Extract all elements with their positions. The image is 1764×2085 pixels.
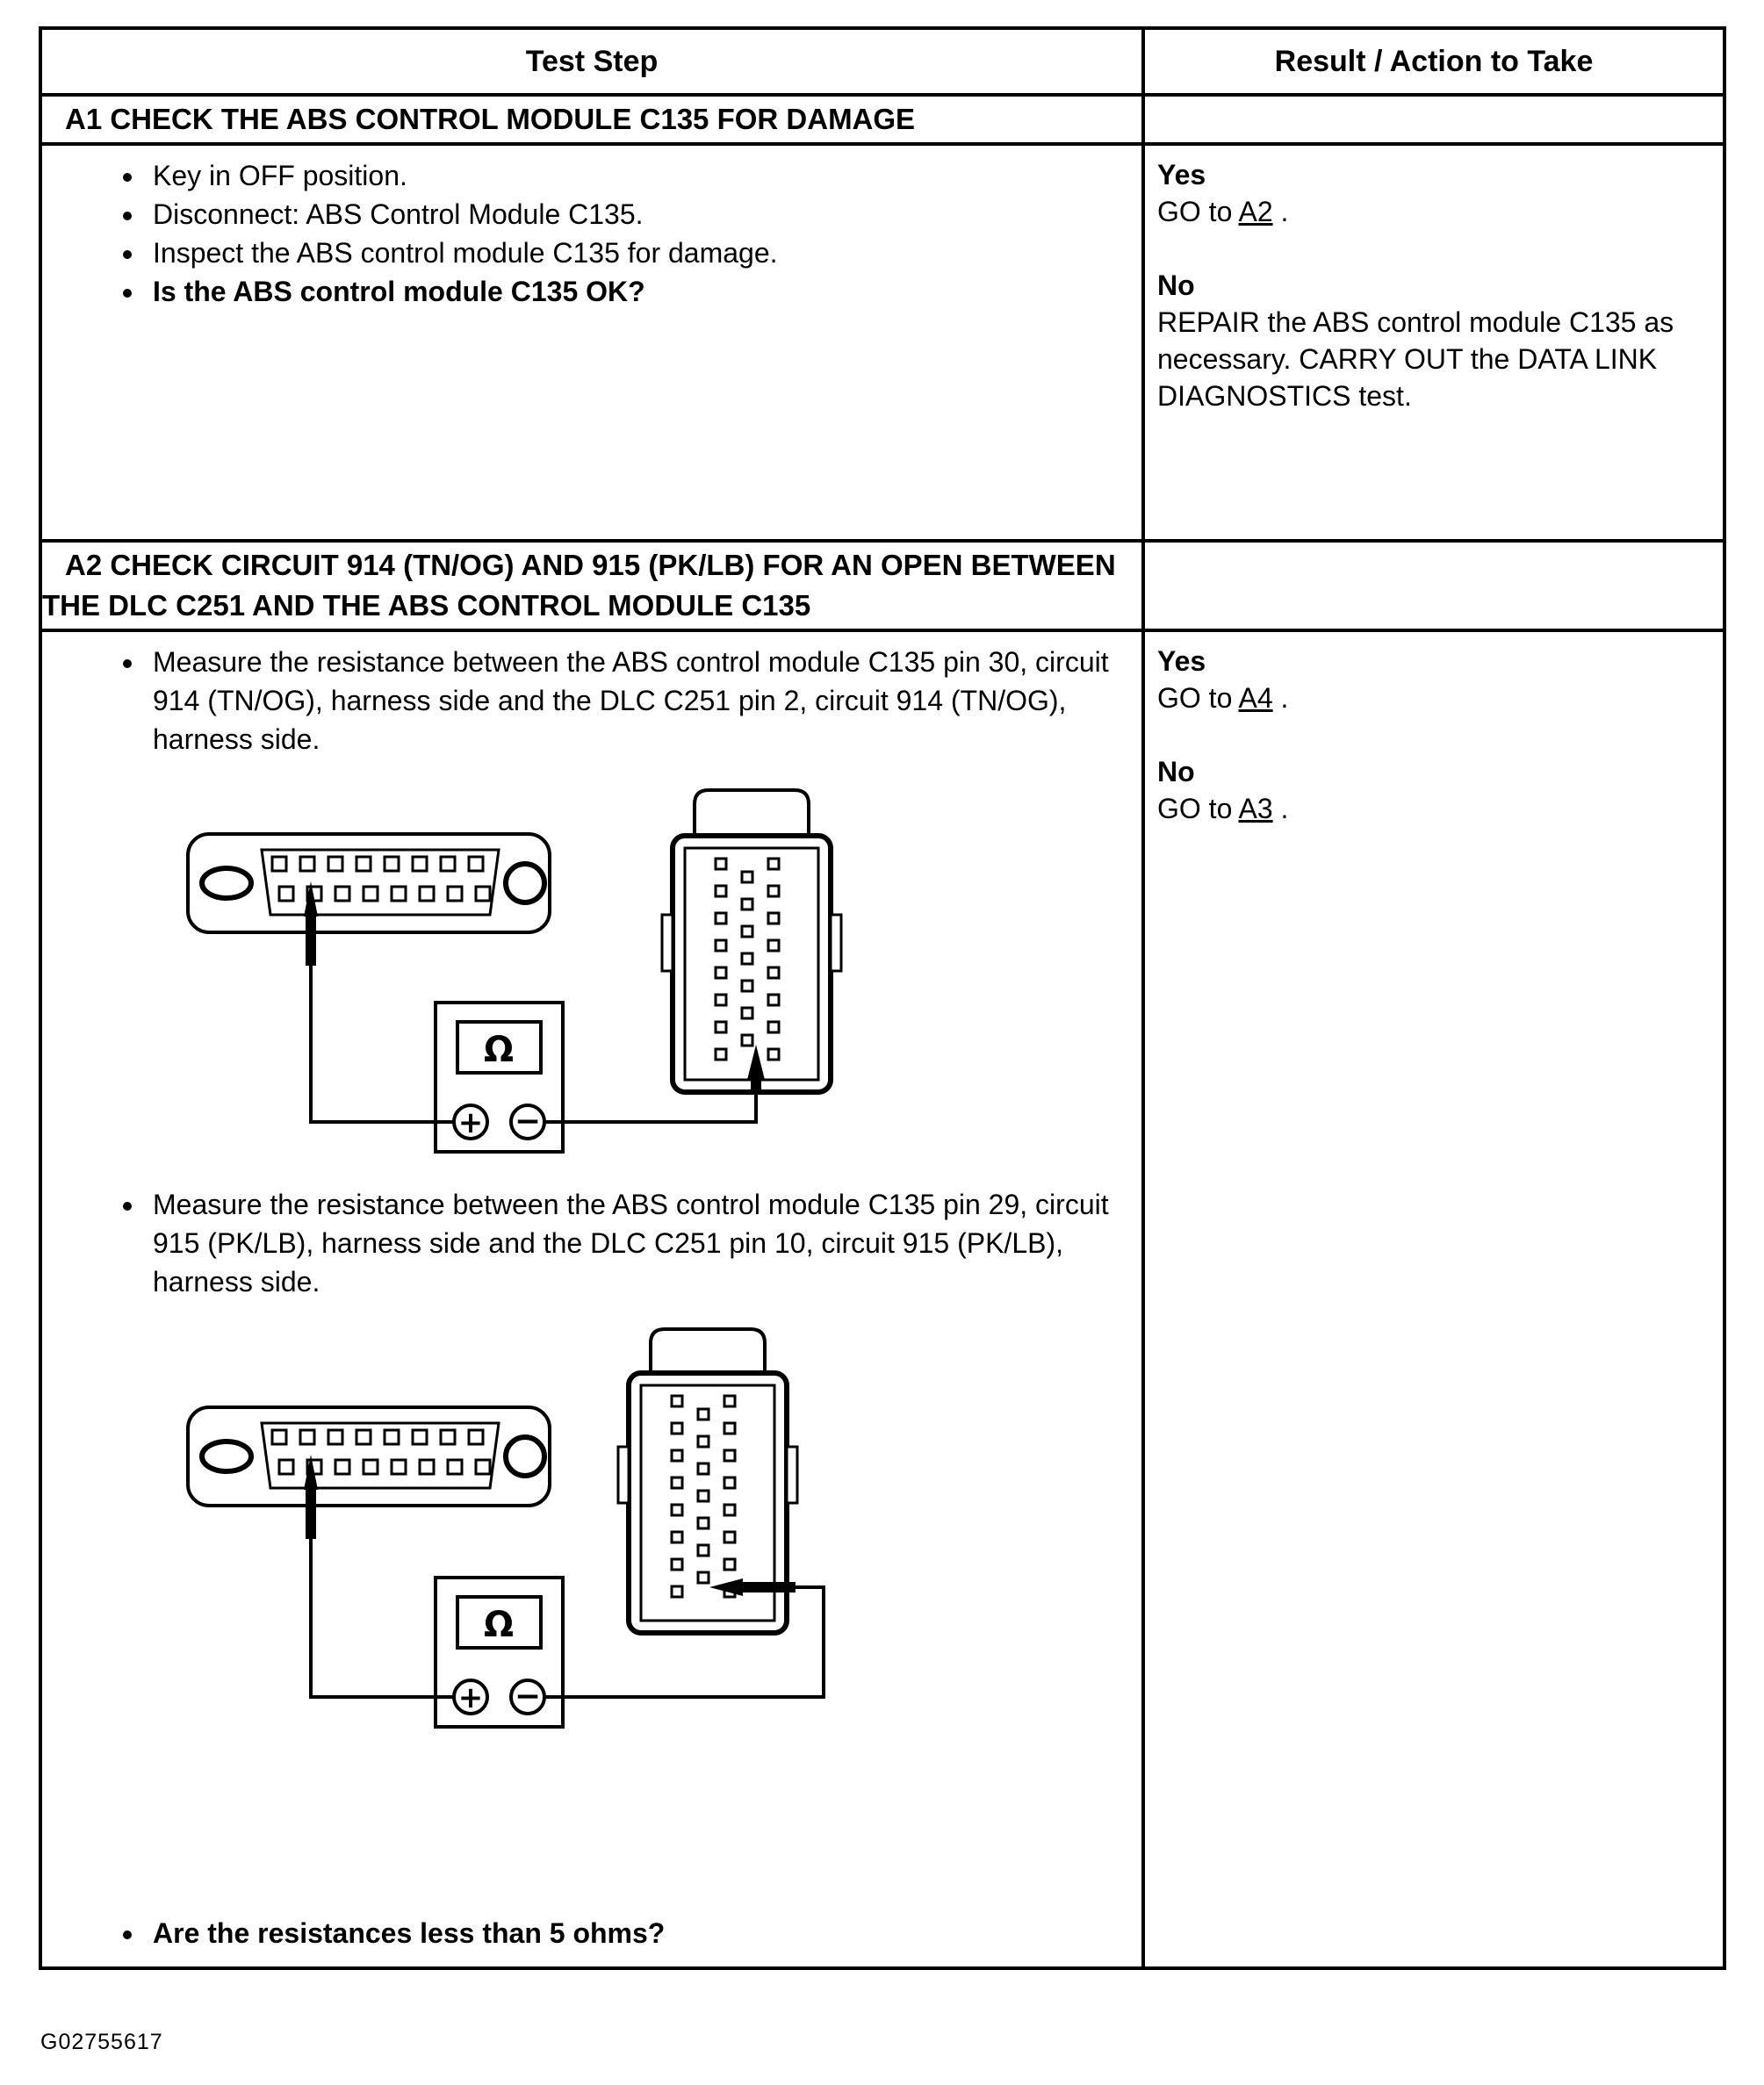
result-yes-action: [1157, 193, 1710, 230]
dlc-pin-grid: [272, 857, 490, 901]
result-no-action: REPAIR the ABS control module C135 as necessary. CARRY OUT the DATA LINK DIAGNOSTICS test.: [1157, 306, 1674, 412]
meter-lead-wire-positive: [311, 1539, 455, 1697]
section-a1-title-row: [42, 93, 1723, 142]
dlc-mount-hole: [202, 1442, 251, 1471]
result-yes-label: Yes: [1157, 645, 1206, 677]
figure-id: G02755617: [40, 2030, 163, 2054]
action-suffix: .: [1272, 682, 1289, 714]
go-to-link-a2[interactable]: A2: [1238, 196, 1273, 227]
action-prefix: GO to: [1157, 793, 1239, 824]
result-yes-block: [1157, 643, 1710, 716]
meter-lead-wire-positive: [311, 964, 455, 1122]
col-header-test-step: Test Step: [525, 45, 659, 78]
step-item: • Measure the resistance between the ABS control module C135 pin 30, circuit 914 (TN/OG), harness side and the DLC C251 pin 2, circuit 914 (TN/OG), harness side.: [146, 643, 1131, 759]
plus-symbol: +: [457, 1680, 484, 1715]
dlc-mount-hole: [506, 1437, 544, 1476]
resistance-measurement-diagram-1: [181, 783, 848, 1169]
result-yes-action: [1157, 679, 1710, 716]
col-header-result-action: Result / Action to Take: [1141, 30, 1723, 93]
section-a1-title-spacer: [1141, 97, 1723, 142]
test-probe-dlc: [304, 1455, 318, 1539]
step-question: • Are the resistances less than 5 ohms?: [146, 1914, 1131, 1952]
result-no-block: [1157, 753, 1710, 827]
step-item: • Inspect the ABS control module C135 for damage.: [146, 234, 1131, 272]
section-a2-steps: [42, 632, 1141, 1966]
result-yes-block: [1157, 156, 1710, 230]
table-header-row: [42, 30, 1723, 93]
resistance-measurement-diagram-2: [181, 1324, 848, 1736]
test-probe-dlc: [304, 881, 318, 966]
section-a2-title-spacer: [1141, 543, 1723, 629]
abs-pin-grid: [672, 1396, 735, 1597]
section-a1-title: [42, 97, 1141, 142]
ohm-symbol: Ω: [483, 1030, 515, 1070]
dlc-mount-hole: [202, 868, 251, 898]
go-to-link-a4[interactable]: A4: [1238, 682, 1273, 714]
section-a1-body-row: [42, 142, 1723, 539]
section-a1-title-text: A1 CHECK THE ABS CONTROL MODULE C135 FOR DAMAGE: [65, 103, 916, 135]
abs-pin-grid: [716, 859, 779, 1060]
meter-lead-wire-negative: [544, 1587, 824, 1697]
go-to-link-a3[interactable]: A3: [1238, 793, 1273, 824]
section-a2-results: [1141, 632, 1723, 1966]
minus-symbol: −: [514, 1679, 542, 1715]
action-suffix: .: [1272, 196, 1289, 227]
test-probe-abs: [709, 1578, 796, 1596]
abs-module-connector: [662, 790, 841, 1092]
action-prefix: GO to: [1157, 682, 1239, 714]
section-a2-body-row: [42, 629, 1723, 1966]
result-no-action: [1157, 790, 1710, 827]
dlc-connector: [188, 834, 550, 932]
ohm-symbol: Ω: [483, 1605, 515, 1645]
result-yes-label: Yes: [1157, 159, 1206, 191]
result-no-block: [1157, 267, 1710, 414]
test-probe-abs: [747, 1045, 765, 1092]
dlc-connector: [188, 1407, 550, 1506]
action-prefix: GO to: [1157, 196, 1239, 227]
step-list: [42, 1185, 1131, 1301]
step-item: • Disconnect: ABS Control Module C135.: [146, 195, 1131, 234]
step-item: • Key in OFF position.: [146, 156, 1131, 195]
section-a2-title: [42, 543, 1141, 629]
result-no-label: No: [1157, 756, 1195, 787]
step-list: [42, 156, 1131, 311]
section-a2-title-row: [42, 539, 1723, 629]
step-question: • Is the ABS control module C135 OK?: [146, 272, 1131, 311]
step-list: [42, 1914, 1131, 1952]
plus-symbol: +: [457, 1105, 484, 1140]
dlc-mount-hole: [506, 864, 544, 902]
step-item: • Measure the resistance between the ABS control module C135 pin 29, circuit 915 (PK/LB), harness side and the DLC C251 pin 10, circuit 915 (PK/LB), harness side.: [146, 1185, 1131, 1301]
section-a1-results: [1141, 146, 1723, 539]
dlc-pin-grid: [272, 1430, 490, 1474]
action-suffix: .: [1272, 793, 1289, 824]
section-a1-steps: [42, 146, 1141, 539]
pinpoint-test-table: [39, 26, 1726, 1970]
section-a2-title-text: A2 CHECK CIRCUIT 914 (TN/OG) AND 915 (PK/LB) FOR AN OPEN BETWEEN THE DLC C251 AND THE ABS CONTROL MODULE C135: [42, 549, 1116, 622]
minus-symbol: −: [514, 1104, 542, 1140]
result-no-label: No: [1157, 270, 1195, 301]
step-list: [42, 643, 1131, 759]
